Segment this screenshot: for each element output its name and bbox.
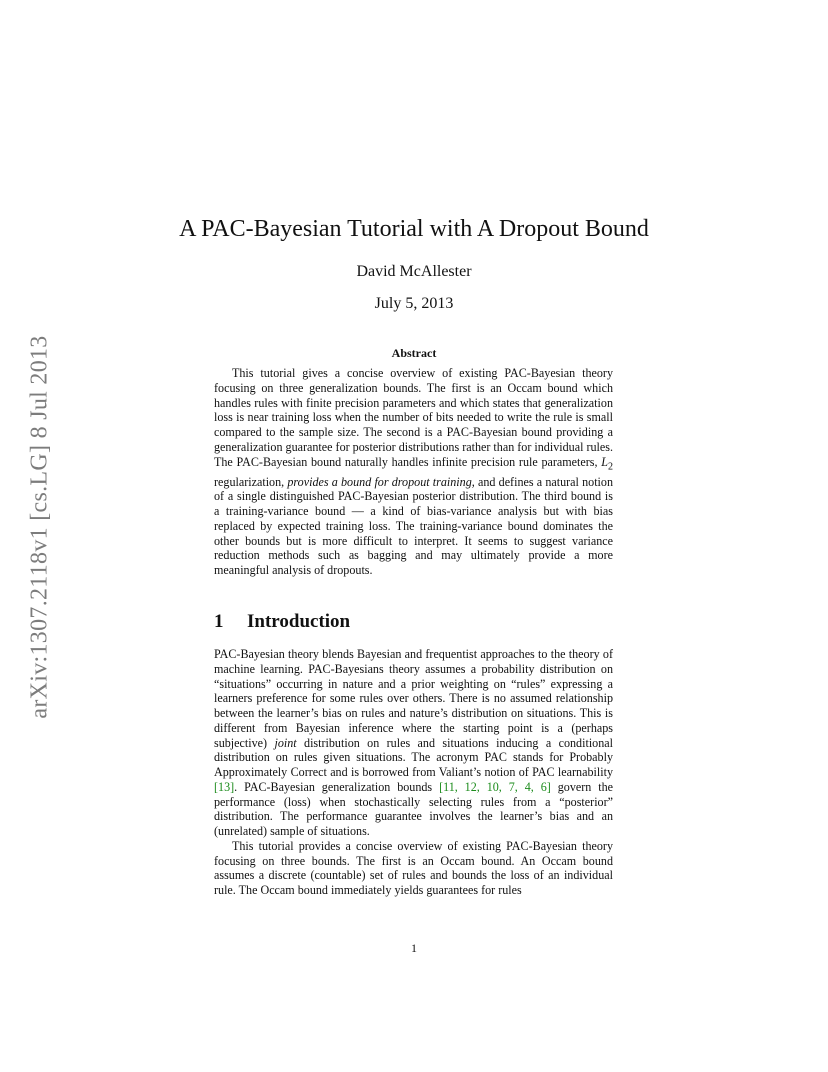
section-heading-introduction <box>214 611 350 633</box>
intro-p1-text-a: PAC-Bayesian theory blends Bayesian and frequentist approaches to the theory of machine learning. PAC-Bayesians theory assumes a probability distribution on “situations” occurring in nature and a prior weighting on “rules” expressing a learners preference for some rules over others. There is no assumed relationship between the learner’s bias on rules and nature’s distribution on situations. This is different from Bayesian inference where the starting point is a (perhaps subjective) <box>214 647 613 750</box>
abstract-emphasis: provides a bound for dropout training, <box>287 474 475 489</box>
intro-p1-text-c: . PAC-Bayesian generalization bounds <box>234 779 440 794</box>
author-name: David McAllester <box>356 263 472 280</box>
section-title: Introduction <box>247 611 351 632</box>
abstract-body <box>214 366 613 578</box>
intro-paragraph-1 <box>214 647 613 839</box>
citation-link-13[interactable]: [13] <box>214 779 235 794</box>
intro-p1-text-b: distribution on rules and situations inducing a conditional distribution on rules given situations. The acronym PAC stands for Probably Approximately Correct and is borrowed from Valiant’s notion of PAC learnability <box>214 735 613 779</box>
l2-symbol: L <box>601 454 608 469</box>
intro-p1-text-d: govern the performance (loss) when stochastically selecting rules from a “posterior” distribution. The performance guarantee involves the learner’s bias and an (unrelated) sample of situations. <box>214 779 614 838</box>
abstract-text-part-1: This tutorial gives a concise overview of existing PAC-Bayesian theory focusing on three generalization bounds. The first is an Occam bound which handles rules with finite precision parameters and which states that generalization loss is near training loss when the number of bits needed to write the rule is small compared to the sample size. The second is a PAC-Bayesian bound providing a generalization guarantee for posterior distributions rather than for individual rules. The PAC-Bayesian bound naturally handles infinite precision rule parameters, <box>214 366 613 469</box>
publication-date: July 5, 2013 <box>374 295 454 312</box>
intro-paragraph-2: This tutorial provides a concise overview of existing PAC-Bayesian theory focusing on three bounds. The first is an Occam bound. An Occam bound assumes a discrete (countable) set of rules and bounds the loss of an individual rule. The Occam bound immediately yields guarantees for rules <box>214 838 613 897</box>
paper-title: A PAC-Bayesian Tutorial with A Dropout Bound <box>179 216 649 242</box>
abstract-text-part-2: regularization, <box>214 474 288 489</box>
arxiv-identifier-stamp: arXiv:1307.2118v1 [cs.LG] 8 Jul 2013 <box>26 335 53 719</box>
citation-links-list[interactable]: [11, 12, 10, 7, 4, 6] <box>439 779 551 794</box>
page-number: 1 <box>411 941 417 955</box>
abstract-text-part-3: and defines a natural notion of a single distinguished PAC-Bayesian posterior distribution. The third bound is a training-variance bound — a kind of bias-variance analysis but with bias replaced by expected training loss. The training-variance bound dominates the other bounds but is more difficult to interpret. It seems to suggest variance reduction methods such as bagging and may ultimately provide a more meaningful analysis of dropouts. <box>214 474 614 578</box>
intro-emphasis-joint: joint <box>274 735 297 750</box>
abstract-heading: Abstract <box>391 346 437 360</box>
introduction-body <box>214 647 613 898</box>
l2-subscript: 2 <box>607 460 613 472</box>
section-number: 1 <box>214 611 224 632</box>
